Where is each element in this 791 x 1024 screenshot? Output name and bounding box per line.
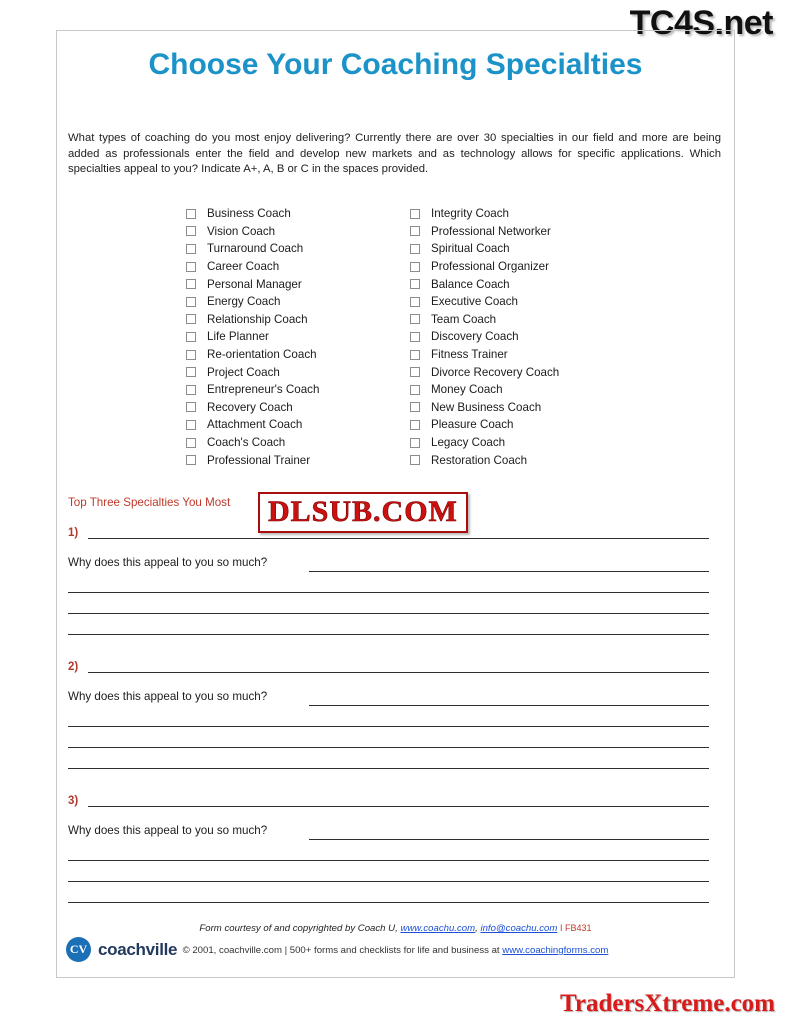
option-label: Professional Networker [431,224,551,238]
checkbox-option[interactable] [410,451,690,469]
intro-paragraph: What types of coaching do you most enjoy delivering? Currently there are over 30 specialties in our field and more are being added as professionals enter the field and develop new markets and as technology allows for specific applications. Which specialties appeal to you? Indicate A+, A, B or C in the spaces provided. [68,132,721,175]
checkbox-icon[interactable] [186,314,196,324]
checkbox-option[interactable] [410,240,690,258]
option-label: Re-orientation Coach [207,348,317,362]
coachville-logo-text: coachville [98,939,178,959]
option-label: Relationship Coach [207,312,308,326]
checkbox-option[interactable] [186,223,406,241]
checkbox-option[interactable] [186,205,406,223]
checkbox-option[interactable] [186,328,406,346]
option-label: Spiritual Coach [431,242,510,256]
checkbox-icon[interactable] [410,262,420,272]
entry-2-question: Why does this appeal to you so much? [68,690,268,703]
entry-number-1: 1) [68,527,79,539]
entry-number-2: 2) [68,661,79,673]
checkbox-icon[interactable] [186,226,196,236]
footer-courtesy-sep: , [475,923,481,934]
option-label: Coach's Coach [207,436,286,450]
checkbox-icon[interactable] [186,367,196,377]
entry-number-3: 3) [68,795,79,807]
checkbox-option[interactable] [410,293,690,311]
checkbox-icon[interactable] [410,385,420,395]
entry-1-reason-line-3[interactable] [68,613,709,614]
checkbox-icon[interactable] [186,385,196,395]
option-label: Balance Coach [431,277,510,291]
checkbox-option[interactable] [186,293,406,311]
form-code: I FB431 [560,923,592,933]
specialties-checklist [186,205,706,469]
option-label: Discovery Coach [431,330,519,344]
entry-1-question: Why does this appeal to you so much? [68,556,268,569]
option-label: Pleasure Coach [431,418,514,432]
option-label: Executive Coach [431,295,518,309]
specialties-column-left [186,205,406,469]
checkbox-icon[interactable] [186,332,196,342]
checkbox-icon[interactable] [410,350,420,360]
top-three-label: Top Three Specialties You Most [68,496,231,509]
coachu-email-link[interactable]: info@coachu.com [480,923,558,934]
option-label: Money Coach [431,383,503,397]
entry-1-answer-line[interactable] [88,538,709,539]
option-label: Professional Organizer [431,260,549,274]
option-label: Recovery Coach [207,400,293,414]
checkbox-option[interactable] [410,258,690,276]
entry-3-reason-line-3[interactable] [68,881,709,882]
checkbox-icon[interactable] [410,402,420,412]
checkbox-icon[interactable] [410,367,420,377]
checkbox-option[interactable] [186,451,406,469]
checkbox-option[interactable] [186,416,406,434]
option-label: Fitness Trainer [431,348,508,362]
checkbox-icon[interactable] [186,438,196,448]
checkbox-option[interactable] [186,275,406,293]
page-title: Choose Your Coaching Specialties [148,48,643,81]
checkbox-option[interactable] [186,363,406,381]
entry-1-reason-line-4[interactable] [68,634,709,635]
option-label: Entrepreneur's Coach [207,383,320,397]
checkbox-icon[interactable] [410,226,420,236]
checkbox-icon[interactable] [410,244,420,254]
checkbox-icon[interactable] [410,209,420,219]
option-label: Restoration Coach [431,453,528,467]
option-label: Professional Trainer [207,453,311,467]
entry-3-answer-line[interactable] [88,806,709,807]
checkbox-icon[interactable] [186,297,196,307]
footer-courtesy-prefix: Form courtesy of and copyrighted by Coach U, [199,923,401,934]
entry-2-reason-line-1[interactable] [309,705,709,706]
entry-1-reason-line-1[interactable] [309,571,709,572]
checkbox-icon[interactable] [410,420,420,430]
option-label: New Business Coach [431,400,542,414]
checkbox-icon[interactable] [186,455,196,465]
entry-3-reason-line-2[interactable] [68,860,709,861]
option-label: Energy Coach [207,295,281,309]
checkbox-icon[interactable] [186,209,196,219]
checkbox-option[interactable] [410,363,690,381]
option-label: Project Coach [207,365,280,379]
checkbox-icon[interactable] [186,262,196,272]
checkbox-icon[interactable] [186,350,196,360]
checkbox-option[interactable] [410,346,690,364]
option-label: Vision Coach [207,224,276,238]
entry-2-reason-line-4[interactable] [68,768,709,769]
option-label: Integrity Coach [431,207,509,221]
checkbox-option[interactable] [186,346,406,364]
entry-2-answer-line[interactable] [88,672,709,673]
option-label: Turnaround Coach [207,242,304,256]
footer-copyright-text: © 2001, coachville.com | 500+ forms and checklists for life and business at [182,945,503,956]
option-label: Life Planner [207,330,269,344]
checkbox-option[interactable] [186,381,406,399]
entry-3-reason-line-1[interactable] [309,839,709,840]
checkbox-option[interactable] [410,328,690,346]
checkbox-option[interactable] [186,258,406,276]
checkbox-icon[interactable] [186,279,196,289]
checkbox-option[interactable] [410,381,690,399]
checkbox-option[interactable] [186,399,406,417]
option-label: Legacy Coach [431,436,506,450]
watermark-top-right: TC4S.net [629,4,773,42]
checkbox-icon[interactable] [186,420,196,430]
checkbox-option[interactable] [410,223,690,241]
checkbox-option[interactable] [410,311,690,329]
checkbox-icon[interactable] [186,402,196,412]
checkbox-icon[interactable] [410,332,420,342]
checkbox-option[interactable] [410,416,690,434]
option-label: Career Coach [207,260,280,274]
option-label: Personal Manager [207,277,302,291]
watermark-bottom-right: TradersXtreme.com [560,990,775,1017]
checkbox-option[interactable] [410,434,690,452]
checkbox-option[interactable] [186,240,406,258]
checkbox-option[interactable] [186,434,406,452]
watermark-center: DLSUB.COM [258,492,468,533]
checkbox-option[interactable] [410,205,690,223]
option-label: Business Coach [207,207,291,221]
coachingforms-link[interactable]: www.coachingforms.com [502,945,609,956]
cv-badge-icon: CV [66,937,91,962]
entry-2-reason-line-3[interactable] [68,747,709,748]
checkbox-option[interactable] [410,399,690,417]
checkbox-option[interactable] [410,275,690,293]
specialties-column-right [410,205,690,469]
option-label: Attachment Coach [207,418,303,432]
entry-3-reason-line-4[interactable] [68,902,709,903]
checkbox-icon[interactable] [410,279,420,289]
checkbox-icon[interactable] [410,314,420,324]
checkbox-icon[interactable] [410,297,420,307]
entry-3-question: Why does this appeal to you so much? [68,824,268,837]
entry-1-reason-line-2[interactable] [68,592,709,593]
footer-courtesy [0,923,791,934]
checkbox-icon[interactable] [186,244,196,254]
checkbox-option[interactable] [186,311,406,329]
checkbox-icon[interactable] [410,455,420,465]
option-label: Team Coach [431,312,497,326]
coachville-logo [66,937,177,962]
coachu-link[interactable]: www.coachu.com [400,923,476,934]
option-label: Divorce Recovery Coach [431,365,560,379]
checkbox-icon[interactable] [410,438,420,448]
entry-2-reason-line-2[interactable] [68,726,709,727]
